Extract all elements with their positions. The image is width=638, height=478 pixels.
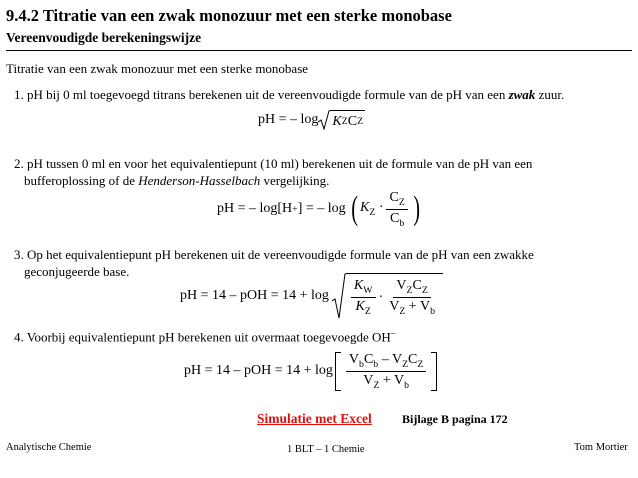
- right-paren: ): [413, 190, 420, 228]
- step-2-line-1: 2. pH tussen 0 ml en voor het equivalentiepunt (10 ml) berekenen uit de formule van de pH van een: [14, 156, 533, 171]
- step-2-emphasis: Henderson-Hasselbach: [138, 173, 261, 188]
- sqrt-symbol-large: $\frac{K_W}{K_Z}$ · $\frac{V_ZC_Z}{V_Z + V_b}$: [332, 273, 443, 319]
- formula-2-lhs: pH = – log[H: [217, 201, 293, 217]
- step-1-emphasis: zwak: [508, 87, 536, 102]
- formula-2: pH = – log[H + ] = – log ( $K_Z$ · $\frac{C_Z}{C_b}$ ): [217, 190, 420, 229]
- radical-sign-icon: [318, 110, 330, 130]
- right-bracket: [431, 352, 437, 391]
- page-title: 9.4.2 Titratie van een zwak monozuur met een sterke monobase: [6, 6, 452, 25]
- step-1-text: 1. pH bij 0 ml toegevoegd titrans berekenen uit de vereenvoudigde formule van de pH van een: [14, 87, 509, 102]
- step-1-text-end: zuur.: [535, 87, 565, 102]
- fraction-cz-cb: $\frac{C_Z}{C_b}$: [386, 190, 407, 229]
- formula-4: [184, 352, 437, 391]
- step-4-text: 4. Voorbij equivalentiepunt pH berekenen uit overmaat toegevoegde OH: [14, 329, 391, 345]
- step-2: [14, 155, 532, 189]
- formula-3-lhs: pH = 14 – pOH = 14 + log: [180, 288, 329, 303]
- formula-4-lhs: pH = 14 – pOH = 14 + log: [184, 363, 333, 379]
- step-2-line-2: bufferoplossing of de Henderson-Hasselbach vergelijking.: [24, 173, 330, 188]
- step-1: [14, 86, 564, 103]
- footer-right: Tom Mortier: [574, 442, 628, 453]
- formula-1: [258, 110, 365, 130]
- left-bracket: [335, 352, 341, 391]
- simulation-link[interactable]: Simulatie met Excel: [257, 411, 372, 426]
- title-divider: [6, 50, 632, 51]
- intro-text: Titratie van een zwak monozuur met een sterke monobase: [6, 61, 309, 76]
- page-subtitle: Vereenvoudigde berekeningswijze: [6, 30, 202, 45]
- step-4: 4. Voorbij equivalentiepunt pH berekenen uit overmaat toegevoegde OH–: [14, 328, 396, 345]
- formula-1-lhs: pH = – log: [258, 112, 319, 127]
- fraction-excess: $\frac{V_bC_b - V_ZC_Z}{V_Z + V_b}$: [346, 352, 426, 391]
- footer-center: 1 BLT – 1 Chemie: [287, 444, 365, 455]
- radical-sign-icon: [332, 273, 346, 319]
- left-paren: (: [350, 190, 358, 228]
- footer-left: Analytische Chemie: [6, 442, 92, 453]
- step-3-line-1: 3. Op het equivalentiepunt pH berekenen uit de vereenvoudigde formule van de pH van een zwakke: [14, 247, 534, 262]
- appendix-reference: Bijlage B pagina 172: [402, 412, 508, 426]
- formula-3: [180, 273, 443, 319]
- sqrt-symbol: K Z C Z: [318, 110, 365, 130]
- step-3-line-2: geconjugeerde base.: [24, 264, 130, 279]
